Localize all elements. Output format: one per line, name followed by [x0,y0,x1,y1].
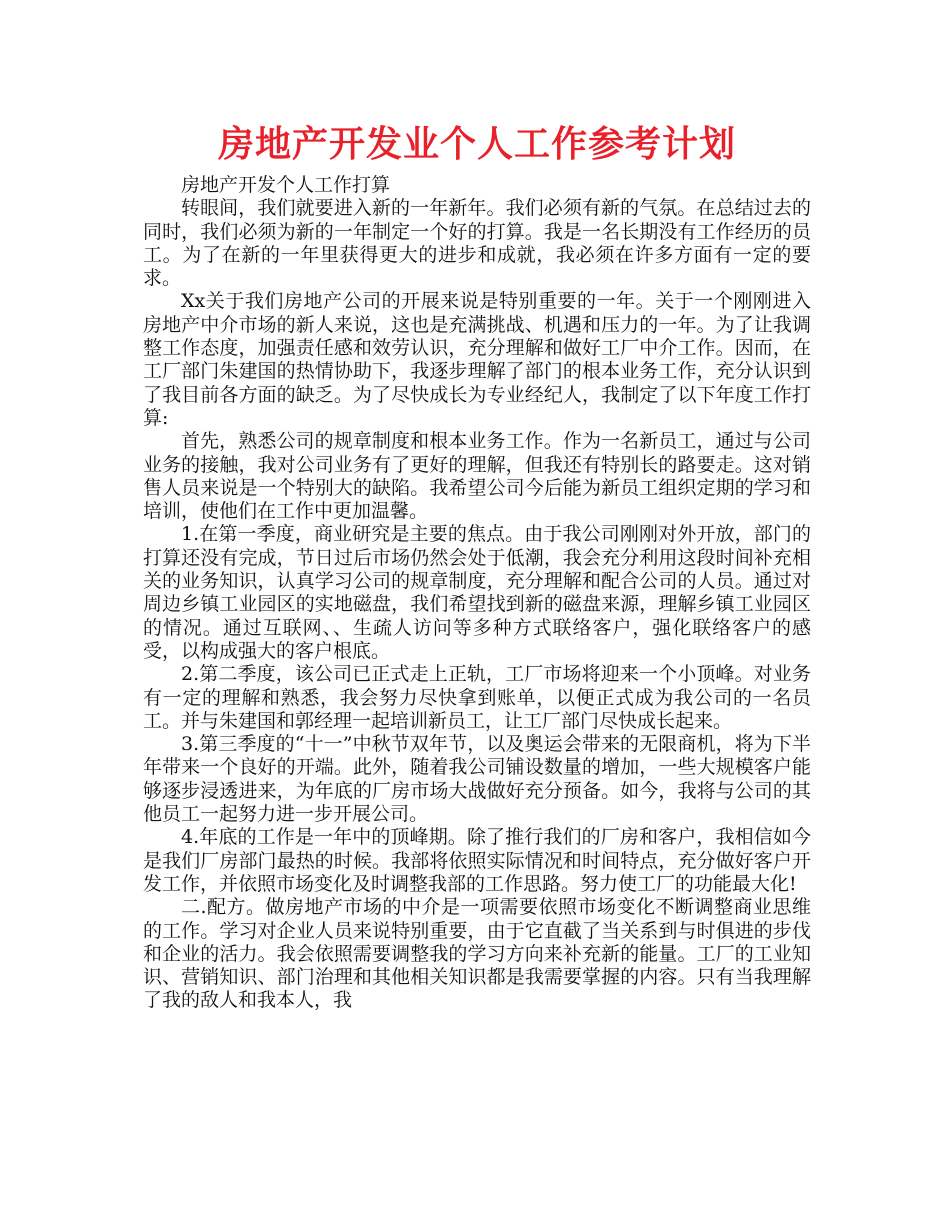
paragraph-year-importance: Xx关于我们房地产公司的开展来说是特别重要的一年。关于一个刚刚进入房地产中介市场的新人来说，这也是充满挑战、机遇和压力的一年。为了让我调整工作态度，加强责任感和效劳认识，充分理解和做好工厂中介工作。因而，在工厂部门朱建国的热情协助下，我逐步理解了部门的根本业务工作，充分认识到了我目前各方面的缺乏。为了尽快成长为专业经纪人，我制定了以下年度工作打算: [143,290,811,429]
document-title: 房地产开发业个人工作参考计划 [217,123,736,165]
paragraph-q2: 2.第二季度，该公司已正式走上正轨，工厂市场将迎来一个小顶峰。对业务有一定的理解和熟悉，我会努力尽快拿到账单，以便正式成为我公司的一名员工。并与朱建国和郭经理一起培训新员工，让工厂部门尽快成长起来。 [143,663,811,732]
paragraph-subtitle: 房地产开发个人工作打算 [181,174,391,196]
document-page [143,118,811,1013]
paragraph-q4: 4.年底的工作是一年中的顶峰期。除了推行我们的厂房和客户，我相信如今是我们厂房部门最热的时候。我部将依照实际情况和时间特点，充分做好客户开发工作，并依照市场变化及时调整我部的工作思路。努力使工厂的功能最大化! [143,826,811,895]
paragraph-learning: 二.配方。做房地产市场的中介是一项需要依照市场变化不断调整商业思维的工作。学习对企业人员来说特别重要，由于它直截了当关系到与时俱进的步伐和企业的活力。我会依照需要调整我的学习方向来补充新的能量。工厂的工业知识、营销知识、部门治理和其他相关知识都是我需要掌握的内容。只有当我理解了我的敌人和我本人，我 [143,896,811,1012]
paragraph-q3: 3.第三季度的“十一”中秋节双年节，以及奥运会带来的无限商机，将为下半年带来一个良好的开端。此外，随着我公司铺设数量的增加，一些大规模客户能够逐步浸透进来，为年底的厂房市场大战做好充分预备。如今，我将与公司的其他员工一起努力进一步开展公司。 [143,733,811,826]
paragraph-q1: 1.在第一季度，商业研究是主要的焦点。由于我公司刚刚对外开放，部门的打算还没有完成，节日过后市场仍然会处于低潮，我会充分利用这段时间补充相关的业务知识，认真学习公司的规章制度，充分理解和配合公司的人员。通过对周边乡镇工业园区的实地磁盘，我们希望找到新的磁盘来源，理解乡镇工业园区的情况。通过互联网、、生疏人访问等多种方式联络客户，强化联络客户的感受，以构成强大的客户根底。 [143,523,811,662]
paragraph-first-rules: 首先，熟悉公司的规章制度和根本业务工作。作为一名新员工，通过与公司业务的接触，我对公司业务有了更好的理解，但我还有特别长的路要走。这对销售人员来说是一个特别大的缺陷。我希望公司今后能为新员工组织定期的学习和培训，使他们在工作中更加温馨。 [143,430,811,523]
paragraph-intro: 转眼间，我们就要进入新的一年新年。我们必须有新的气氛。在总结过去的同时，我们必须为新的一年制定一个好的打算。我是一名长期没有工作经历的员工。为了在新的一年里获得更大的进步和成就，我必须在许多方面有一定的要求。 [143,197,811,290]
